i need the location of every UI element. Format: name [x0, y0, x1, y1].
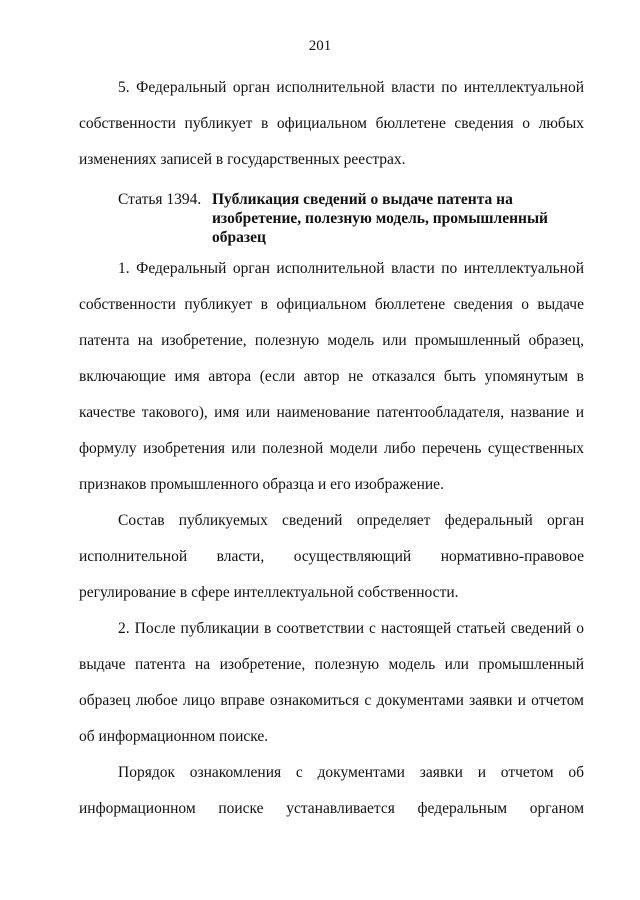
article-title: Публикация сведений о выдаче патента на изобретение, полезную модель, промышленный образец [212, 191, 548, 246]
paragraph-2: 2. После публикации в соответствии с настоящей статьей сведений о выдаче патента на изобретение, полезную модель или промышленный образец любое лицо вправе ознакомиться с документами заявки и отчетом об информационном поиске. [79, 620, 584, 745]
paragraph-composition: Состав публикуемых сведений определяет федеральный орган исполнительной власти, осуществляющий нормативно-правовое регулирование в сфере интеллектуальной собственности. [79, 512, 584, 601]
article-heading [79, 190, 584, 247]
paragraph-procedure: Порядок ознакомления с документами заявки и отчетом об информационном поиске устанавливается федеральным органом [79, 764, 584, 817]
page-number: 201 [308, 38, 332, 54]
paragraph-5: 5. Федеральный орган исполнительной власти по интеллектуальной собственности публикует в официальном бюллетене сведения о любых изменениях записей в государственных реестрах. [79, 79, 584, 168]
document-body [79, 70, 584, 827]
article-number: Статья 1394. [118, 191, 202, 208]
paragraph-1: 1. Федеральный орган исполнительной власти по интеллектуальной собственности публикует в официальном бюллетене сведения о выдаче патента на изобретение, полезную модель или промышленный образец, включающие имя автора (если автор не отказался быть упомянутым в качестве такового), имя или наименование патентообладателя, название и формулу изобретения или полезной модели либо перечень существенных признаков промышленного образца и его изображение. [79, 260, 584, 493]
